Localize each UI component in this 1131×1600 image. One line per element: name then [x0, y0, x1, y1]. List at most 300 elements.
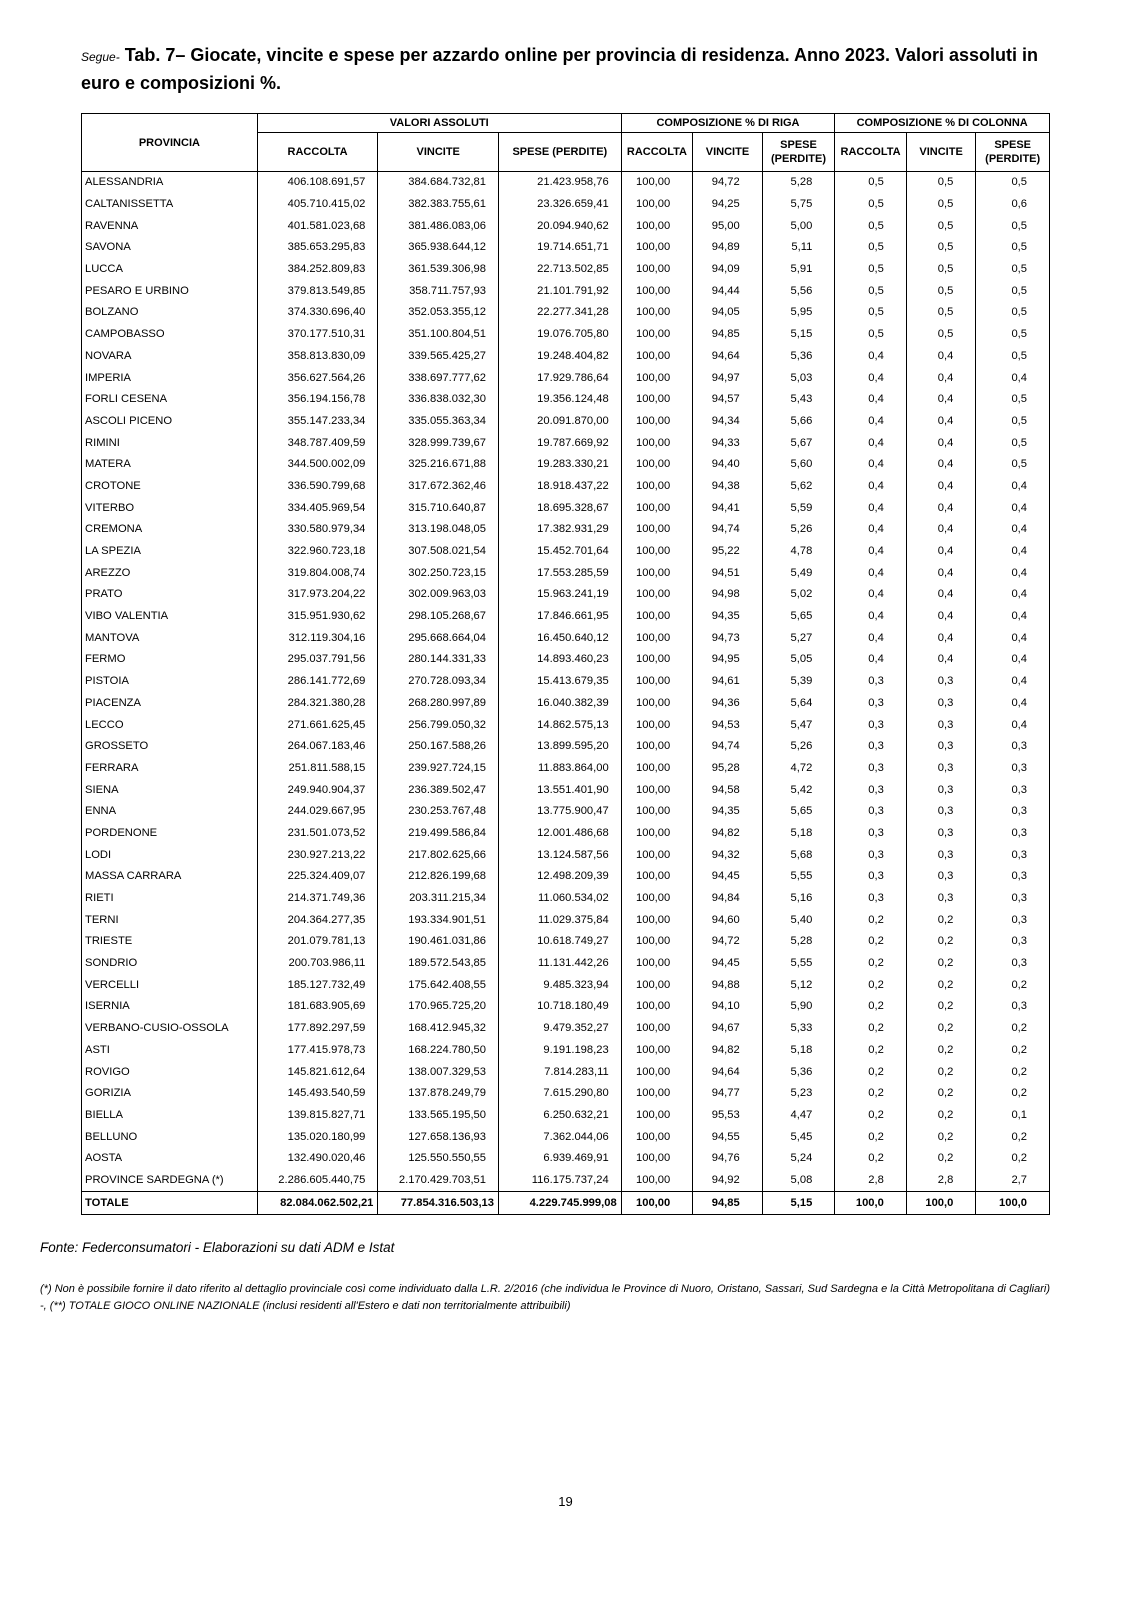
cell-riga-raccolta: 100,00 — [621, 302, 693, 324]
cell-vincite: 315.710.640,87 — [378, 497, 499, 519]
cell-spese: 19.248.404,82 — [499, 346, 622, 368]
cell-provincia: CAMPOBASSO — [82, 324, 258, 346]
cell-vincite: 189.572.543,85 — [378, 953, 499, 975]
cell-raccolta: 139.815.827,71 — [257, 1105, 378, 1127]
cell-col-raccolta: 0,2 — [835, 1148, 907, 1170]
cell-col-vincite: 0,4 — [906, 519, 976, 541]
cell-provincia: VITERBO — [82, 497, 258, 519]
cell-riga-spese: 5,90 — [762, 996, 835, 1018]
cell-spese: 11.131.442,26 — [499, 953, 622, 975]
cell-spese: 17.929.786,64 — [499, 367, 622, 389]
cell-riga-spese: 5,47 — [762, 714, 835, 736]
cell-riga-vincite: 94,41 — [693, 497, 763, 519]
cell-raccolta: 185.127.732,49 — [257, 974, 378, 996]
cell-col-raccolta: 0,2 — [835, 909, 907, 931]
cell-col-raccolta: 0,4 — [835, 346, 907, 368]
cell-col-raccolta: 0,4 — [835, 497, 907, 519]
cell-provincia: NOVARA — [82, 346, 258, 368]
table-row — [82, 280, 1050, 302]
cell-col-vincite: 0,5 — [906, 215, 976, 237]
cell-spese: 11.883.864,00 — [499, 758, 622, 780]
cell-riga-spese: 5,60 — [762, 454, 835, 476]
cell-raccolta: 330.580.979,34 — [257, 519, 378, 541]
cell-col-raccolta: 2,8 — [835, 1170, 907, 1192]
cell-raccolta: 249.940.904,37 — [257, 779, 378, 801]
cell-provincia: LECCO — [82, 714, 258, 736]
cell-riga-raccolta: 100,00 — [621, 974, 693, 996]
cell-col-raccolta: 0,4 — [835, 411, 907, 433]
cell-riga-raccolta: 100,00 — [621, 801, 693, 823]
cell-riga-raccolta: 100,00 — [621, 779, 693, 801]
cell-raccolta: 317.973.204,22 — [257, 584, 378, 606]
cell-vincite: 175.642.408,55 — [378, 974, 499, 996]
cell-spese: 13.899.595,20 — [499, 736, 622, 758]
cell-riga-raccolta: 100,00 — [621, 432, 693, 454]
cell-col-spese: 0,4 — [976, 606, 1050, 628]
cell-col-vincite: 0,4 — [906, 497, 976, 519]
cell-vincite: 352.053.355,12 — [378, 302, 499, 324]
cell-col-raccolta: 0,2 — [835, 1083, 907, 1105]
cell-riga-vincite: 94,53 — [693, 714, 763, 736]
cell-riga-raccolta: 100,00 — [621, 1018, 693, 1040]
cell-riga-vincite: 94,51 — [693, 562, 763, 584]
cell-col-raccolta: 0,3 — [835, 758, 907, 780]
header-col-raccolta: RACCOLTA — [835, 133, 907, 172]
cell-vincite: 170.965.725,20 — [378, 996, 499, 1018]
cell-riga-spese: 5,56 — [762, 280, 835, 302]
table-row — [82, 302, 1050, 324]
cell-riga-raccolta: 100,00 — [621, 736, 693, 758]
cell-vincite: 168.224.780,50 — [378, 1040, 499, 1062]
table-row — [82, 324, 1050, 346]
cell-riga-vincite: 94,35 — [693, 801, 763, 823]
cell-raccolta: 295.037.791,56 — [257, 649, 378, 671]
cell-col-raccolta: 0,5 — [835, 194, 907, 216]
table-row — [82, 194, 1050, 216]
cell-col-vincite: 0,2 — [906, 1018, 976, 1040]
cell-col-spese: 0,3 — [976, 953, 1050, 975]
cell-riga-vincite: 94,85 — [693, 324, 763, 346]
cell-col-vincite: 0,2 — [906, 909, 976, 931]
cell-col-vincite: 0,2 — [906, 996, 976, 1018]
cell-riga-spese: 5,62 — [762, 476, 835, 498]
cell-raccolta: 177.415.978,73 — [257, 1040, 378, 1062]
cell-riga-raccolta: 100,00 — [621, 714, 693, 736]
cell-col-raccolta: 0,4 — [835, 541, 907, 563]
table-row — [82, 1170, 1050, 1192]
cell-riga-spese: 5,26 — [762, 519, 835, 541]
cell-col-vincite: 0,5 — [906, 194, 976, 216]
cell-riga-vincite: 94,64 — [693, 1061, 763, 1083]
cell-riga-raccolta: 100,00 — [621, 649, 693, 671]
cell-spese: 19.076.705,80 — [499, 324, 622, 346]
table-row — [82, 259, 1050, 281]
cell-col-vincite: 0,5 — [906, 302, 976, 324]
cell-col-spese: 0,4 — [976, 497, 1050, 519]
cell-col-spese: 0,5 — [976, 432, 1050, 454]
cell-riga-raccolta: 100,00 — [621, 346, 693, 368]
cell-col-spese: 0,3 — [976, 996, 1050, 1018]
cell-raccolta: 200.703.986,11 — [257, 953, 378, 975]
cell-raccolta: 312.119.304,16 — [257, 627, 378, 649]
cell-riga-raccolta: 100,00 — [621, 1126, 693, 1148]
cell-col-raccolta: 0,5 — [835, 172, 907, 194]
cell-spese: 18.695.328,67 — [499, 497, 622, 519]
cell-vincite: 168.412.945,32 — [378, 1018, 499, 1040]
header-riga-spese — [762, 133, 835, 172]
cell-provincia: FERRARA — [82, 758, 258, 780]
cell-col-raccolta: 0,2 — [835, 1018, 907, 1040]
table-row — [82, 931, 1050, 953]
cell-riga-raccolta: 100,00 — [621, 823, 693, 845]
cell-riga-vincite: 94,84 — [693, 888, 763, 910]
cell-vincite: 230.253.767,48 — [378, 801, 499, 823]
cell-provincia: BIELLA — [82, 1105, 258, 1127]
cell-riga-vincite: 94,72 — [693, 931, 763, 953]
cell-riga-spese: 5,66 — [762, 411, 835, 433]
cell-raccolta: 401.581.023,68 — [257, 215, 378, 237]
cell-vincite: 219.499.586,84 — [378, 823, 499, 845]
cell-raccolta: 145.493.540,59 — [257, 1083, 378, 1105]
cell-col-raccolta: 0,4 — [835, 389, 907, 411]
cell-riga-vincite: 94,97 — [693, 367, 763, 389]
cell-riga-raccolta: 100,00 — [621, 411, 693, 433]
table-body — [82, 172, 1050, 1215]
cell-riga-raccolta: 100,00 — [621, 324, 693, 346]
cell-col-vincite: 0,4 — [906, 432, 976, 454]
cell-raccolta: 385.653.295,83 — [257, 237, 378, 259]
cell-vincite: 339.565.425,27 — [378, 346, 499, 368]
cell-vincite: 381.486.083,06 — [378, 215, 499, 237]
cell-provincia: MANTOVA — [82, 627, 258, 649]
cell-col-spese: 0,2 — [976, 1126, 1050, 1148]
cell-vincite: 133.565.195,50 — [378, 1105, 499, 1127]
cell-riga-vincite: 94,85 — [693, 1192, 763, 1215]
cell-riga-raccolta: 100,00 — [621, 671, 693, 693]
cell-riga-raccolta: 100,00 — [621, 519, 693, 541]
cell-riga-raccolta: 100,00 — [621, 844, 693, 866]
cell-riga-spese: 5,43 — [762, 389, 835, 411]
cell-provincia: BOLZANO — [82, 302, 258, 324]
cell-col-raccolta: 0,5 — [835, 215, 907, 237]
cell-riga-vincite: 94,89 — [693, 237, 763, 259]
total-row — [82, 1192, 1050, 1215]
header-riga-vincite: VINCITE — [693, 133, 763, 172]
cell-raccolta: 201.079.781,13 — [257, 931, 378, 953]
cell-riga-spese: 5,67 — [762, 432, 835, 454]
cell-riga-spese: 5,55 — [762, 866, 835, 888]
cell-riga-spese: 5,05 — [762, 649, 835, 671]
cell-riga-vincite: 95,53 — [693, 1105, 763, 1127]
cell-provincia: LODI — [82, 844, 258, 866]
cell-riga-vincite: 94,58 — [693, 779, 763, 801]
cell-col-raccolta: 0,5 — [835, 324, 907, 346]
cell-spese: 20.094.940,62 — [499, 215, 622, 237]
cell-vincite: 2.170.429.703,51 — [378, 1170, 499, 1192]
cell-col-raccolta: 0,4 — [835, 519, 907, 541]
cell-provincia: IMPERIA — [82, 367, 258, 389]
table-row — [82, 1105, 1050, 1127]
cell-spese: 17.846.661,95 — [499, 606, 622, 628]
cell-vincite: 190.461.031,86 — [378, 931, 499, 953]
table-row — [82, 953, 1050, 975]
cell-col-vincite: 0,3 — [906, 736, 976, 758]
cell-col-spese: 0,4 — [976, 671, 1050, 693]
cell-raccolta: 405.710.415,02 — [257, 194, 378, 216]
cell-col-raccolta: 0,5 — [835, 259, 907, 281]
table-row — [82, 1061, 1050, 1083]
cell-raccolta: 225.324.409,07 — [257, 866, 378, 888]
cell-riga-vincite: 94,45 — [693, 953, 763, 975]
cell-riga-spese: 5,55 — [762, 953, 835, 975]
cell-provincia: AREZZO — [82, 562, 258, 584]
cell-col-raccolta: 0,4 — [835, 476, 907, 498]
header-col-spese-line1: SPESE — [994, 139, 1032, 151]
cell-col-vincite: 2,8 — [906, 1170, 976, 1192]
cell-riga-vincite: 94,64 — [693, 346, 763, 368]
cell-col-vincite: 0,2 — [906, 974, 976, 996]
cell-riga-spese: 5,24 — [762, 1148, 835, 1170]
cell-col-vincite: 0,5 — [906, 324, 976, 346]
cell-riga-vincite: 94,76 — [693, 1148, 763, 1170]
cell-riga-vincite: 94,77 — [693, 1083, 763, 1105]
cell-riga-spese: 5,28 — [762, 172, 835, 194]
cell-riga-spese: 5,42 — [762, 779, 835, 801]
cell-spese: 18.918.437,22 — [499, 476, 622, 498]
cell-riga-spese: 5,15 — [762, 1192, 835, 1215]
cell-col-spese: 0,1 — [976, 1105, 1050, 1127]
cell-col-vincite: 0,2 — [906, 1148, 976, 1170]
cell-provincia: BELLUNO — [82, 1126, 258, 1148]
cell-provincia: MATERA — [82, 454, 258, 476]
cell-spese: 12.001.486,68 — [499, 823, 622, 845]
cell-col-vincite: 100,0 — [906, 1192, 976, 1215]
cell-riga-vincite: 94,32 — [693, 844, 763, 866]
cell-vincite: 298.105.268,67 — [378, 606, 499, 628]
cell-spese: 9.479.352,27 — [499, 1018, 622, 1040]
cell-spese: 15.452.701,64 — [499, 541, 622, 563]
cell-riga-vincite: 94,35 — [693, 606, 763, 628]
cell-riga-spese: 4,47 — [762, 1105, 835, 1127]
cell-vincite: 382.383.755,61 — [378, 194, 499, 216]
cell-provincia: PROVINCE SARDEGNA (*) — [82, 1170, 258, 1192]
cell-provincia: SIENA — [82, 779, 258, 801]
cell-raccolta: 135.020.180,99 — [257, 1126, 378, 1148]
header-abs-vincite: VINCITE — [378, 133, 499, 172]
cell-col-vincite: 0,2 — [906, 1083, 976, 1105]
table-row — [82, 411, 1050, 433]
footnote: (*) Non è possibile fornire il dato riferito al dettaglio provinciale così come individuato dalla L.R. 2/2016 (che individua le Province di Nuoro, Oristano, Sassari, Sud Sardegna e la Città Metropolitana di Cagliari) -, (**) TOTALE GIOCO ONLINE NAZIONALE (inclusi residenti all'Estero e dati non territorialmente attribuibili) — [40, 1283, 1050, 1312]
table-row — [82, 1126, 1050, 1148]
cell-spese: 20.091.870,00 — [499, 411, 622, 433]
cell-riga-raccolta: 100,00 — [621, 1148, 693, 1170]
cell-riga-raccolta: 100,00 — [621, 1040, 693, 1062]
cell-col-raccolta: 0,2 — [835, 1061, 907, 1083]
cell-riga-spese: 5,64 — [762, 693, 835, 715]
table-row — [82, 519, 1050, 541]
cell-riga-spese: 5,40 — [762, 909, 835, 931]
cell-col-raccolta: 0,3 — [835, 801, 907, 823]
cell-riga-raccolta: 100,00 — [621, 1192, 693, 1215]
cell-col-vincite: 0,2 — [906, 1040, 976, 1062]
cell-riga-spese: 5,03 — [762, 367, 835, 389]
cell-riga-raccolta: 100,00 — [621, 996, 693, 1018]
cell-col-raccolta: 0,5 — [835, 237, 907, 259]
cell-riga-spese: 5,15 — [762, 324, 835, 346]
cell-riga-raccolta: 100,00 — [621, 367, 693, 389]
cell-provincia: SAVONA — [82, 237, 258, 259]
cell-riga-raccolta: 100,00 — [621, 866, 693, 888]
cell-raccolta: 355.147.233,34 — [257, 411, 378, 433]
table-row — [82, 996, 1050, 1018]
table-row — [82, 801, 1050, 823]
cell-col-spese: 0,3 — [976, 779, 1050, 801]
cell-col-spese: 0,5 — [976, 346, 1050, 368]
cell-riga-spese: 5,65 — [762, 801, 835, 823]
cell-provincia: LA SPEZIA — [82, 541, 258, 563]
cell-riga-vincite: 94,34 — [693, 411, 763, 433]
cell-vincite: 280.144.331,33 — [378, 649, 499, 671]
cell-riga-vincite: 94,36 — [693, 693, 763, 715]
cell-spese: 15.963.241,19 — [499, 584, 622, 606]
cell-col-spese: 0,4 — [976, 714, 1050, 736]
cell-col-raccolta: 0,3 — [835, 888, 907, 910]
cell-col-spese: 0,5 — [976, 280, 1050, 302]
cell-riga-spese: 5,18 — [762, 823, 835, 845]
cell-col-spese: 100,0 — [976, 1192, 1050, 1215]
cell-provincia: FERMO — [82, 649, 258, 671]
cell-provincia: VERCELLI — [82, 974, 258, 996]
cell-riga-vincite: 94,40 — [693, 454, 763, 476]
cell-provincia: AOSTA — [82, 1148, 258, 1170]
cell-col-vincite: 0,4 — [906, 389, 976, 411]
header-riga-spese-line2: (PERDITE) — [771, 153, 827, 165]
cell-riga-spese: 5,27 — [762, 627, 835, 649]
cell-riga-raccolta: 100,00 — [621, 1083, 693, 1105]
table-row — [82, 888, 1050, 910]
cell-spese: 14.862.575,13 — [499, 714, 622, 736]
cell-riga-vincite: 95,22 — [693, 541, 763, 563]
table-row — [82, 736, 1050, 758]
table-row — [82, 454, 1050, 476]
cell-vincite: 384.684.732,81 — [378, 172, 499, 194]
table-row — [82, 866, 1050, 888]
cell-riga-spese: 5,28 — [762, 931, 835, 953]
cell-spese: 19.356.124,48 — [499, 389, 622, 411]
cell-col-spese: 0,3 — [976, 801, 1050, 823]
cell-riga-raccolta: 100,00 — [621, 909, 693, 931]
cell-col-vincite: 0,5 — [906, 237, 976, 259]
cell-spese: 21.423.958,76 — [499, 172, 622, 194]
cell-col-spese: 2,7 — [976, 1170, 1050, 1192]
cell-riga-spese: 5,49 — [762, 562, 835, 584]
cell-col-raccolta: 0,3 — [835, 671, 907, 693]
cell-col-raccolta: 0,3 — [835, 779, 907, 801]
cell-col-spese: 0,4 — [976, 562, 1050, 584]
cell-col-vincite: 0,5 — [906, 280, 976, 302]
cell-vincite: 256.799.050,32 — [378, 714, 499, 736]
cell-riga-vincite: 94,09 — [693, 259, 763, 281]
source-note: Fonte: Federconsumatori - Elaborazioni su dati ADM e Istat — [40, 1240, 395, 1255]
table-row — [82, 627, 1050, 649]
cell-vincite: 361.539.306,98 — [378, 259, 499, 281]
cell-provincia: TOTALE — [82, 1192, 258, 1215]
cell-col-raccolta: 0,3 — [835, 823, 907, 845]
cell-col-raccolta: 0,2 — [835, 953, 907, 975]
cell-riga-spese: 5,16 — [762, 888, 835, 910]
cell-riga-spese: 5,39 — [762, 671, 835, 693]
cell-vincite: 250.167.588,26 — [378, 736, 499, 758]
cell-spese: 13.124.587,56 — [499, 844, 622, 866]
table-row — [82, 714, 1050, 736]
cell-vincite: 365.938.644,12 — [378, 237, 499, 259]
cell-vincite: 268.280.997,89 — [378, 693, 499, 715]
cell-vincite: 239.927.724,15 — [378, 758, 499, 780]
table-row — [82, 215, 1050, 237]
cell-col-vincite: 0,2 — [906, 1061, 976, 1083]
cell-spese: 19.714.651,71 — [499, 237, 622, 259]
cell-vincite: 295.668.664,04 — [378, 627, 499, 649]
cell-riga-spese: 5,75 — [762, 194, 835, 216]
cell-riga-spese: 5,59 — [762, 497, 835, 519]
cell-spese: 17.553.285,59 — [499, 562, 622, 584]
cell-raccolta: 204.364.277,35 — [257, 909, 378, 931]
cell-col-spese: 0,5 — [976, 302, 1050, 324]
cell-spese: 14.893.460,23 — [499, 649, 622, 671]
table-row — [82, 1040, 1050, 1062]
cell-col-vincite: 0,3 — [906, 844, 976, 866]
cell-riga-vincite: 94,44 — [693, 280, 763, 302]
cell-raccolta: 231.501.073,52 — [257, 823, 378, 845]
cell-vincite: 138.007.329,53 — [378, 1061, 499, 1083]
cell-riga-spese: 5,45 — [762, 1126, 835, 1148]
cell-col-vincite: 0,5 — [906, 259, 976, 281]
cell-col-vincite: 0,4 — [906, 411, 976, 433]
cell-riga-spese: 5,91 — [762, 259, 835, 281]
cell-raccolta: 177.892.297,59 — [257, 1018, 378, 1040]
header-abs-spese: SPESE (PERDITE) — [499, 133, 622, 172]
cell-riga-spese: 5,68 — [762, 844, 835, 866]
cell-col-spese: 0,3 — [976, 888, 1050, 910]
cell-riga-vincite: 94,60 — [693, 909, 763, 931]
cell-vincite: 137.878.249,79 — [378, 1083, 499, 1105]
cell-raccolta: 379.813.549,85 — [257, 280, 378, 302]
cell-vincite: 212.826.199,68 — [378, 866, 499, 888]
cell-provincia: SONDRIO — [82, 953, 258, 975]
cell-provincia: FORLI CESENA — [82, 389, 258, 411]
cell-riga-raccolta: 100,00 — [621, 280, 693, 302]
cell-riga-spese: 5,65 — [762, 606, 835, 628]
cell-col-spese: 0,4 — [976, 649, 1050, 671]
cell-riga-raccolta: 100,00 — [621, 172, 693, 194]
table-row — [82, 1018, 1050, 1040]
cell-spese: 13.775.900,47 — [499, 801, 622, 823]
cell-col-raccolta: 0,4 — [835, 432, 907, 454]
cell-col-raccolta: 0,3 — [835, 866, 907, 888]
cell-col-vincite: 0,4 — [906, 454, 976, 476]
cell-spese: 116.175.737,24 — [499, 1170, 622, 1192]
cell-riga-spese: 5,23 — [762, 1083, 835, 1105]
cell-raccolta: 2.286.605.440,75 — [257, 1170, 378, 1192]
cell-raccolta: 286.141.772,69 — [257, 671, 378, 693]
cell-col-vincite: 0,3 — [906, 779, 976, 801]
cell-col-vincite: 0,2 — [906, 1126, 976, 1148]
cell-raccolta: 358.813.830,09 — [257, 346, 378, 368]
cell-spese: 7.615.290,80 — [499, 1083, 622, 1105]
cell-provincia: ROVIGO — [82, 1061, 258, 1083]
cell-col-spese: 0,2 — [976, 1061, 1050, 1083]
cell-col-vincite: 0,4 — [906, 562, 976, 584]
